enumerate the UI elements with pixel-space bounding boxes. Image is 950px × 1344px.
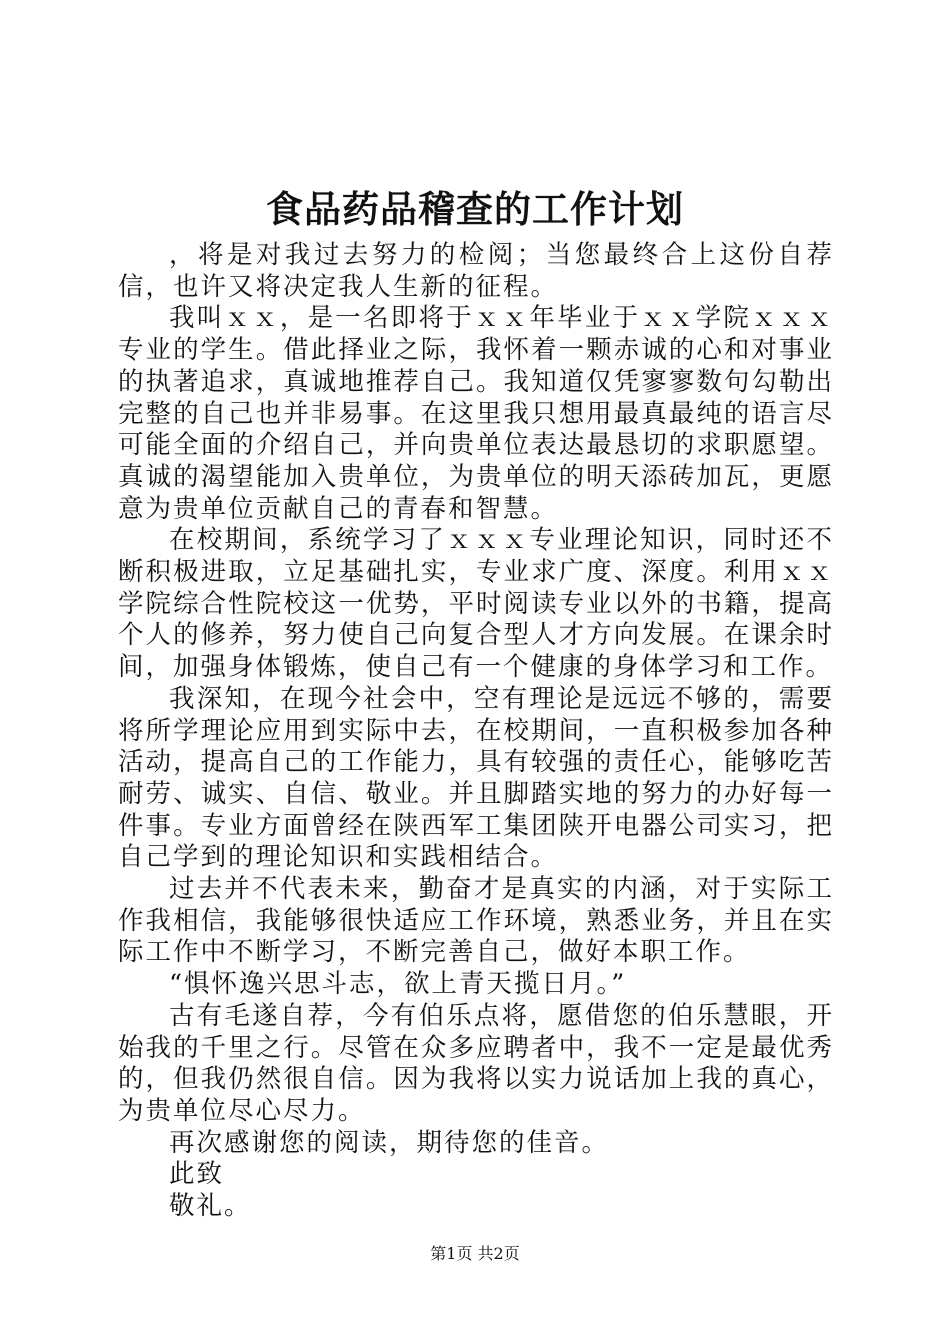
paragraph-7: 古有毛遂自荐，今有伯乐点将，愿借您的伯乐慧眼，开始我的千里之行。尽管在众多应聘者中，我不一定是最优秀的，但我仍然很自信。因为我将以实力说话加上我的真心，为贵单位尽心尽力。 <box>118 1000 834 1126</box>
closing-regards: 敬礼。 <box>169 1191 252 1222</box>
page-footer: 第1页 共2页 <box>430 1244 520 1263</box>
document-title: 食品药品稽查的工作计划 <box>266 187 684 231</box>
paragraph-2: 我叫ｘｘ，是一名即将于ｘｘ年毕业于ｘｘ学院ｘｘｘ专业的学生。借此择业之际，我怀着一颗赤诚的心和对事业的执著追求，真诚地推荐自己。我知道仅凭寥寥数句勾勒出完整的自己也并非易事。在这里我只想用最真最纯的语言尽可能全面的介绍自己，并向贵单位表达最恳切的求职愿望。真诚的渴望能加入贵单位，为贵单位的明天添砖加瓦，更愿意为贵单位贡献自己的青春和智慧。 <box>118 303 834 524</box>
paragraph-5: 过去并不代表未来，勤奋才是真实的内涵，对于实际工作我相信，我能够很快适应工作环境，熟悉业务，并且在实际工作中不断学习，不断完善自己，做好本职工作。 <box>118 874 834 968</box>
paragraph-quote: “惧怀逸兴思斗志，欲上青天揽日月。” <box>169 969 627 1000</box>
paragraph-thanks: 再次感谢您的阅读，期待您的佳音。 <box>169 1127 610 1158</box>
paragraph-4: 我深知，在现今社会中，空有理论是远远不够的，需要将所学理论应用到实际中去，在校期间，一直积极参加各种活动，提高自己的工作能力，具有较强的责任心，能够吃苦耐劳、诚实、自信、敬业。并且脚踏实地的努力的办好每一件事。专业方面曾经在陕西军工集团陕开电器公司实习，把自己学到的理论知识和实践相结合。 <box>118 683 834 873</box>
paragraph-3: 在校期间，系统学习了ｘｘｘ专业理论知识，同时还不断积极进取，立足基础扎实，专业求广度、深度。利用ｘｘ学院综合性院校这一优势，平时阅读专业以外的书籍，提高个人的修养，努力使自己向复合型人才方向发展。在课余时间，加强身体锻炼，使自己有一个健康的身体学习和工作。 <box>118 525 834 683</box>
document-body <box>118 240 834 1223</box>
closing-salutation: 此致 <box>169 1159 225 1190</box>
paragraph-1: ，将是对我过去努力的检阅；当您最终合上这份自荐信，也许又将决定我人生新的征程。 <box>118 240 834 302</box>
